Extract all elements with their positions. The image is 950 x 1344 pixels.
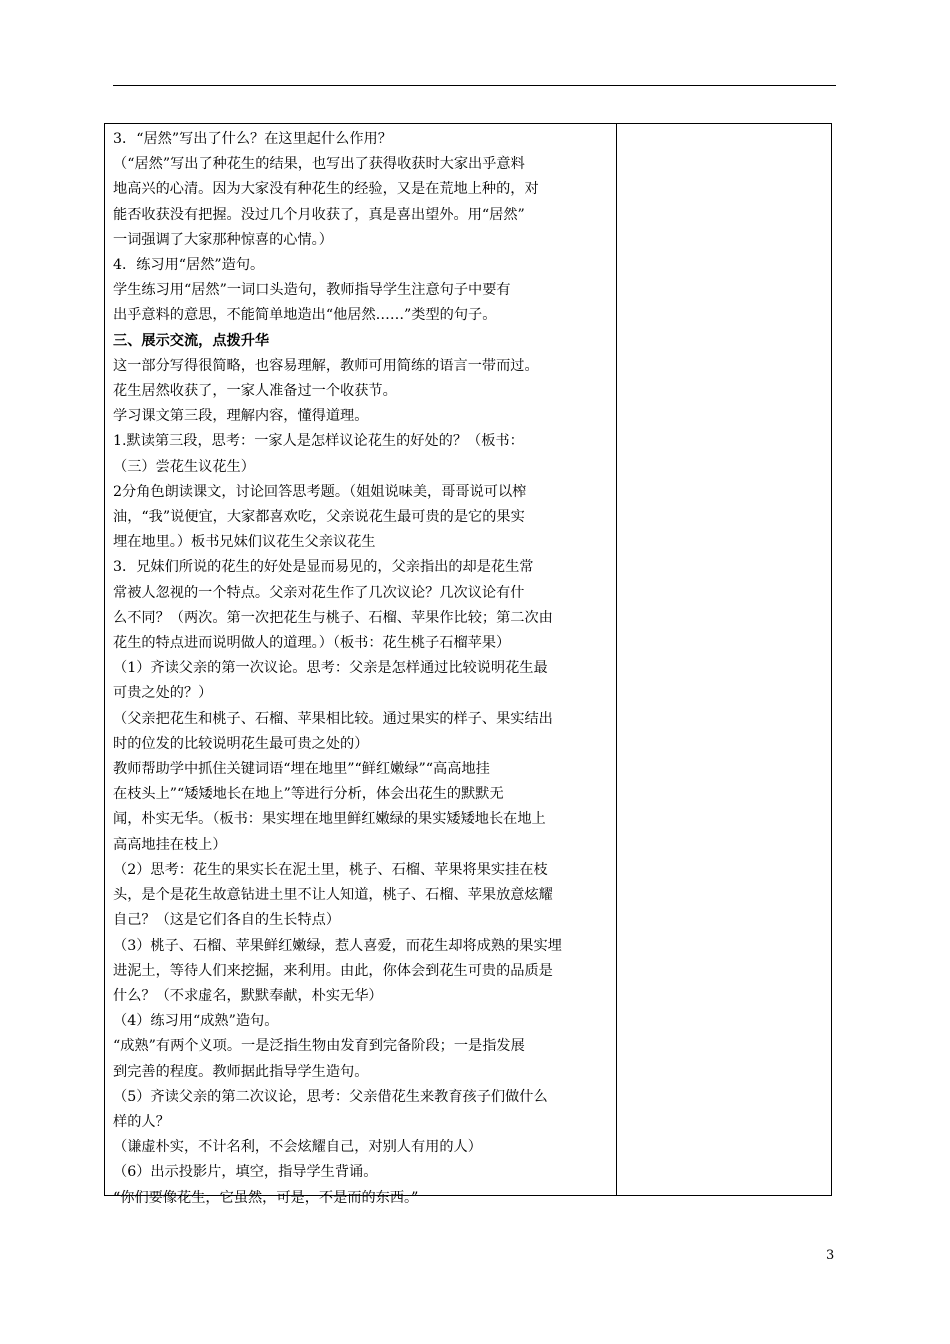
page-number: 3 (826, 1248, 835, 1263)
text-line: 这一部分写得很简略，也容易理解，教师可用简练的语言一带而过。 (113, 357, 539, 374)
text-line: （1）齐读父亲的第一次议论。思考：父亲是怎样通过比较说明花生最 (113, 660, 548, 677)
text-line: 时的位发的比较说明花生最可贵之处的） (113, 735, 369, 752)
text-line: 3．“居然”写出了什么？在这里起什么作用？ (113, 131, 392, 147)
text-line: 在枝头上”“矮矮地长在地上”等进行分析，体会出花生的默默无 (113, 786, 504, 803)
lesson-table (104, 123, 832, 1206)
text-line: 高高地挂在枝上） (113, 836, 227, 853)
text-line: 出乎意料的意思，不能简单地造出“他居然……”类型的句子。 (113, 307, 497, 324)
text-line: “你们要像花生，它虽然，可是，不是而的东西。” (113, 1189, 419, 1206)
text-line: （“居然”写出了种花生的结果，也写出了获得收获时大家出乎意料 (113, 156, 525, 173)
notes-cell (617, 124, 831, 1195)
text-line: 花生居然收获了，一家人准备过一个收获节。 (113, 383, 397, 400)
text-line: （6）出示投影片，填空，指导学生背诵。 (113, 1164, 378, 1181)
header-rule (113, 85, 836, 86)
text-line: 进泥土，等待人们来挖掘，来利用。由此，你体会到花生可贵的品质是 (113, 962, 553, 979)
text-line: （父亲把花生和桃子、石榴、苹果相比较。通过果实的样子、果实结出 (113, 710, 553, 727)
text-line: 埋在地里。）板书兄妹们议花生父亲议花生 (113, 534, 376, 551)
text-line: 常被人忽视的一个特点。父亲对花生作了几次议论？几次议论有什 (113, 584, 525, 601)
text-line: 学习课文第三段，理解内容，懂得道理。 (113, 408, 369, 425)
text-line: 样的人？ (113, 1113, 170, 1130)
text-line: （3）桃子、石榴、苹果鲜红嫩绿，惹人喜爱，而花生却将成熟的果实埋 (113, 937, 562, 954)
section-heading: 三、展示交流，点拨升华 (113, 332, 270, 349)
lesson-content-cell (113, 127, 609, 1211)
text-line: 4．练习用“居然”造句。 (113, 257, 265, 274)
text-line: （2）思考：花生的果实长在泥土里，桃子、石榴、苹果将果实挂在枝 (113, 861, 548, 878)
text-line: （4）练习用“成熟”造句。 (113, 1013, 279, 1030)
text-line: 花生的特点进而说明做人的道理。）（板书：花生桃子石榴苹果） (113, 635, 511, 652)
text-line: “成熟”有两个义项。一是泛指生物由发育到完备阶段；一是指发展 (113, 1038, 525, 1055)
text-line: （三）尝花生议花生） (113, 458, 255, 475)
text-line: 什么？（不求虚名，默默奉献，朴实无华） (113, 987, 383, 1004)
text-line: 1.默读第三段，思考：一家人是怎样议论花生的好处的？（板书： (113, 433, 524, 450)
text-line: 教师帮助学中抓住关键词语“埋在地里”“鲜红嫩绿”“高高地挂 (113, 761, 490, 778)
text-line: 到完善的程度。教师据此指导学生造句。 (113, 1063, 369, 1080)
text-line: 3．兄妹们所说的花生的好处是显而易见的，父亲指出的却是花生常 (113, 559, 534, 576)
text-line: 头，是个是花生故意钻进土里不让人知道，桃子、石榴、苹果放意炫耀 (113, 887, 553, 904)
text-line: 一词强调了大家那种惊喜的心情。） (113, 231, 333, 248)
text-line: 自己？（这是它们各自的生长特点） (113, 912, 341, 929)
text-line: 可贵之处的？） (113, 685, 213, 702)
text-line: 学生练习用“居然”一词口头造句，教师指导学生注意句子中要有 (113, 282, 511, 299)
text-line: （谦虚朴实，不计名利，不会炫耀自己，对别人有用的人） (113, 1139, 482, 1156)
text-line: 地高兴的心清。因为大家没有种花生的经验，又是在荒地上种的，对 (113, 181, 539, 198)
text-line: （5）齐读父亲的第二次议论，思考：父亲借花生来教育孩子们做什么 (113, 1088, 548, 1105)
text-line: 油，“我”说便宜，大家都喜欢吃，父亲说花生最可贵的是它的果实 (113, 509, 525, 526)
text-line: 能否收获没有把握。没过几个月收获了，真是喜出望外。用“居然” (113, 206, 525, 223)
text-line: 2分角色朗读课文，讨论回答思考题。（姐姐说味美，哥哥说可以榨 (113, 483, 527, 500)
text-line: 闻，朴实无华。（板书：果实埋在地里鲜红嫩绿的果实矮矮地长在地上 (113, 811, 546, 828)
text-line: 么不同？（两次。第一次把花生与桃子、石榴、苹果作比较；第二次由 (113, 609, 553, 626)
